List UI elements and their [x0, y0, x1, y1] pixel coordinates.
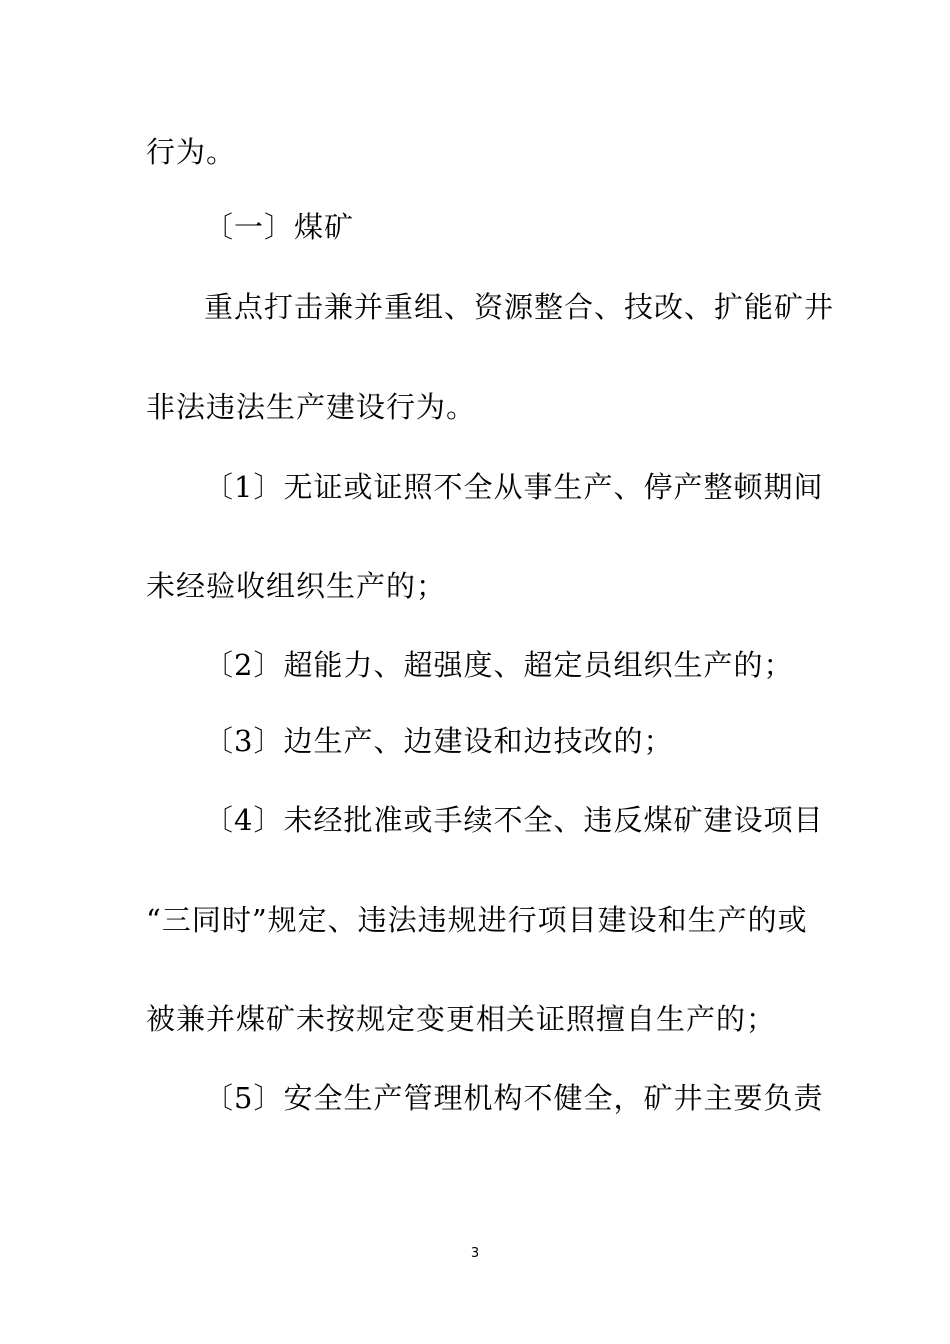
list-item-4-line: 被兼并煤矿未按规定变更相关证照擅自生产的； — [146, 1002, 777, 1036]
list-item-3: 〔3〕边生产、边建设和边技改的； — [204, 724, 674, 758]
list-item-5-line: 〔5〕安全生产管理机构不健全，矿井主要负责 — [204, 1081, 824, 1115]
paragraph-line: 非法违法生产建设行为。 — [146, 390, 477, 424]
paragraph-line: 重点打击兼并重组、资源整合、技改、扩能矿井 — [204, 290, 835, 324]
page-number: 3 — [470, 1246, 480, 1261]
list-item-1-line: 未经验收组织生产的； — [146, 569, 447, 603]
list-item-4-line: “三同时”规定、违法违规进行项目建设和生产的或 — [146, 903, 808, 937]
text-line-continuation: 行为。 — [146, 135, 237, 169]
section-heading-coal-mine: 〔一〕煤矿 — [204, 210, 355, 244]
list-item-4-line: 〔4〕未经批准或手续不全、违反煤矿建设项目 — [204, 803, 824, 837]
list-item-2: 〔2〕超能力、超强度、超定员组织生产的； — [204, 648, 794, 682]
list-item-1-line: 〔1〕无证或证照不全从事生产、停产整顿期间 — [204, 470, 824, 504]
